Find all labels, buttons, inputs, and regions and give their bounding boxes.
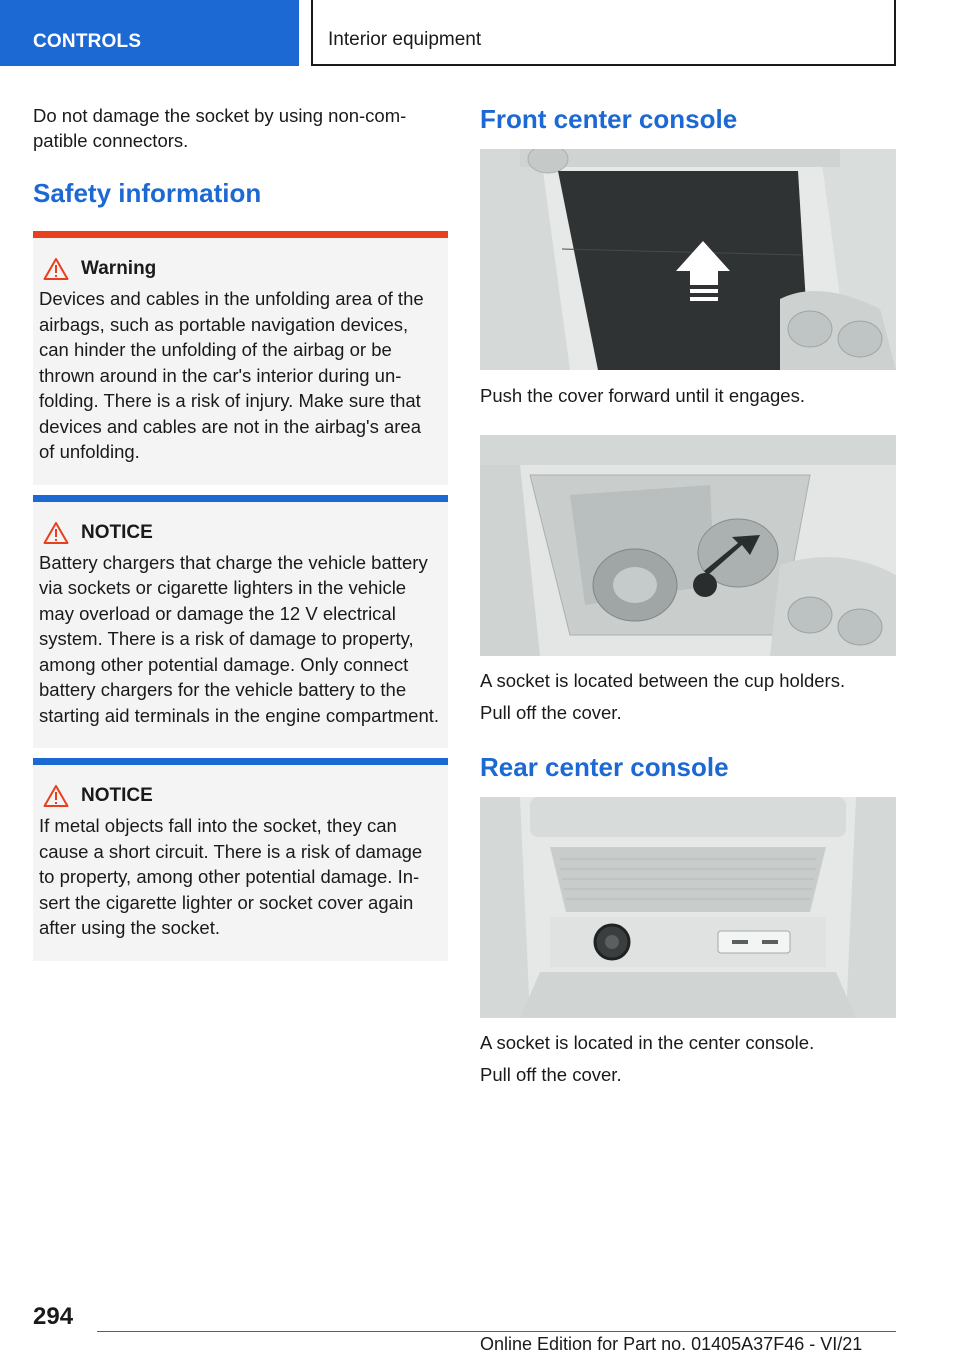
- notice-2-title: NOTICE: [81, 785, 153, 806]
- intro-text: Do not damage the socket by using non-compatible connectors.: [33, 105, 407, 151]
- rear-console-heading: Rear center console: [480, 752, 729, 782]
- front-caption-2: A socket is located between the cup holders.: [480, 670, 846, 691]
- warning-triangle-icon: [43, 257, 69, 281]
- front-console-heading: Front center console: [480, 104, 738, 134]
- safety-heading: Safety information: [33, 178, 262, 208]
- notice-box-1-title: [39, 520, 440, 546]
- footer-edition: Online Edition for Part no. 01405A37F46 - VI/21: [480, 1334, 863, 1354]
- page-number: 294: [33, 1303, 74, 1330]
- warning-box: [33, 231, 448, 485]
- notice-2-text: If metal objects fall into the socket, they can cause a short circuit. There is a risk of damage to property, among other potential damage. Insert the cigarette lighter or socket cover again after using the socket.: [39, 815, 423, 938]
- front-caption-1: Push the cover forward until it engages.: [480, 385, 805, 406]
- front-caption-3: Pull off the cover.: [480, 702, 622, 723]
- warning-text: Devices and cables in the unfolding area of the airbags, such as portable navigation devices, can hinder the unfolding of the airbag or be thrown around in the car's interior during unfolding. There is a risk of injury. Make sure that devices and cables are not in the airbag's area of unfolding.: [39, 288, 424, 462]
- warning-triangle-icon: [43, 521, 69, 545]
- right-column: [480, 103, 896, 1094]
- warning-title: Warning: [81, 258, 157, 279]
- front-console-cover-image: [480, 149, 896, 370]
- front-console-socket-image: [480, 435, 896, 656]
- left-column: [33, 103, 448, 961]
- rear-caption-1: A socket is located in the center console.: [480, 1032, 815, 1053]
- notice-box-1: [33, 495, 448, 749]
- rear-console-socket-image: [480, 797, 896, 1018]
- notice-1-title: NOTICE: [81, 521, 153, 543]
- footer-rule: [97, 1331, 896, 1332]
- section-tab: CONTROLS: [0, 0, 299, 66]
- notice-box-2: [33, 758, 448, 961]
- notice-1-text: Battery chargers that charge the vehicle battery via sockets or cigarette lighters in the vehicle may overload or damage the 12 V electrical system. There is a risk of damage to property, among other potential damage. Only connect battery chargers for the vehicle battery to the starting aid terminals in the engine compartment.: [39, 551, 440, 726]
- warning-box-title: [39, 256, 440, 282]
- rear-caption-2: Pull off the cover.: [480, 1064, 622, 1085]
- warning-triangle-icon: [43, 784, 69, 808]
- chapter-title: Interior equipment: [311, 0, 896, 66]
- notice-box-2-title: [39, 783, 440, 809]
